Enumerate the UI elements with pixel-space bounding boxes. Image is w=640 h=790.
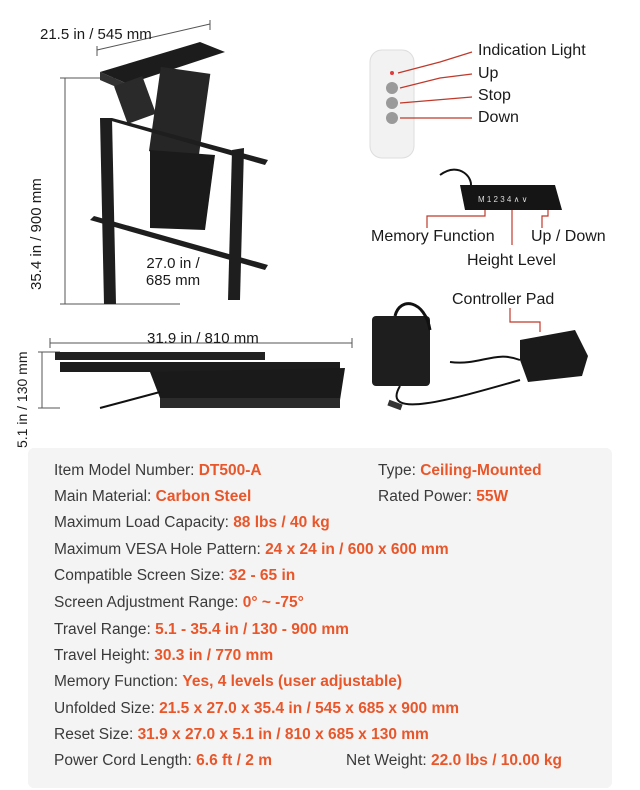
spec-vesa: Maximum VESA Hole Pattern: 24 x 24 in / 600 x 600 mm: [54, 541, 449, 558]
remote-control: [370, 50, 414, 158]
controller-pad-device: [450, 308, 588, 382]
spec-unfolded: Unfolded Size: 21.5 x 27.0 x 35.4 in / 545 x 685 x 900 mm: [54, 700, 460, 717]
spec-type: Type: Ceiling-Mounted: [378, 462, 542, 479]
spec-reset: Reset Size: 31.9 x 27.0 x 5.1 in / 810 x 685 x 130 mm: [54, 726, 429, 743]
ceiling-mount: [100, 42, 225, 230]
base-length-label: 31.9 in / 810 mm: [147, 330, 259, 347]
spec-travel-height: Travel Height: 30.3 in / 770 mm: [54, 647, 274, 664]
spec-load: Maximum Load Capacity: 88 lbs / 40 kg: [54, 514, 330, 531]
vesa-width-label: 27.0 in / 685 mm: [145, 255, 201, 289]
height-label: 35.4 in / 900 mm: [28, 178, 45, 290]
spec-power: Rated Power: 55W: [378, 488, 509, 505]
spec-cord: Power Cord Length: 6.6 ft / 2 m: [54, 752, 272, 769]
top-width-label: 21.5 in / 545 mm: [40, 26, 152, 43]
spec-memory: Memory Function: Yes, 4 levels (user adjustable): [54, 673, 403, 690]
stop-label: Stop: [478, 87, 511, 104]
indication-light-label: Indication Light: [478, 42, 586, 59]
memory-function-label: Memory Function: [371, 228, 495, 245]
reset-height-label: 5.1 in / 130 mm: [14, 351, 30, 448]
spec-weight: Net Weight: 22.0 lbs / 10.00 kg: [346, 752, 562, 769]
side-view-mount: [38, 338, 352, 408]
up-down-label: Up / Down: [531, 228, 606, 245]
keypad: [440, 170, 562, 210]
height-level-label: Height Level: [467, 252, 556, 269]
spec-travel-range: Travel Range: 5.1 - 35.4 in / 130 - 900 mm: [54, 621, 349, 638]
spec-screen-size: Compatible Screen Size: 32 - 65 in: [54, 567, 296, 584]
spec-adjustment: Screen Adjustment Range: 0° ~ -75°: [54, 594, 304, 611]
controller-pad-label: Controller Pad: [452, 291, 555, 308]
up-label: Up: [478, 65, 499, 82]
down-label: Down: [478, 109, 519, 126]
keypad-keys: M 1 2 3 4 ∧ ∨: [478, 195, 528, 204]
spec-material: Main Material: Carbon Steel: [54, 488, 252, 505]
spec-model: Item Model Number: DT500-A: [54, 462, 262, 479]
